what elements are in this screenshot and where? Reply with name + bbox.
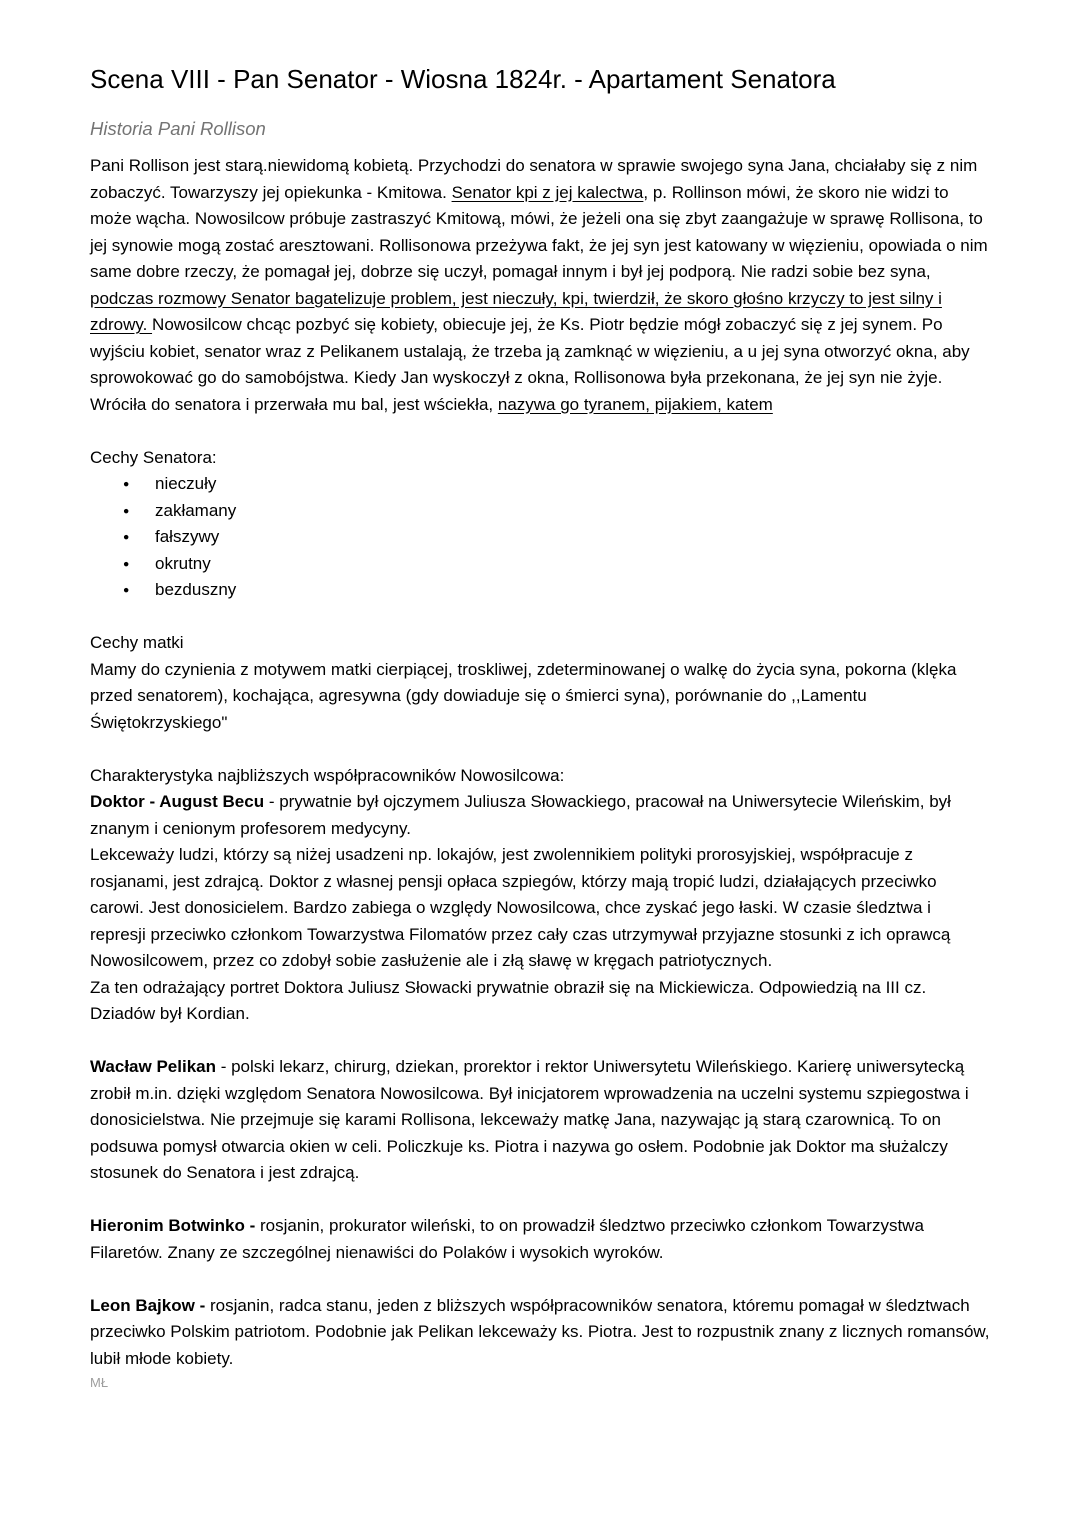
text-run: podczas rozmowy Senator bagatelizuje problem, jest nieczuły, kpi, twierdził, że skoro głośno krzyczy to jest silny i zdrowy.	[90, 288, 942, 334]
bullet-list	[90, 471, 990, 604]
paragraph	[90, 657, 990, 737]
text-run: Cechy Senatora:	[90, 447, 217, 467]
text-run: nazywa go tyranem, pijakiem, katem	[497, 394, 773, 414]
bullet-item: ● okrutny	[90, 551, 990, 578]
document-subtitle: Historia Pani Rollison	[90, 118, 266, 139]
document-title: Scena VIII - Pan Senator - Wiosna 1824r. - Apartament Senatora	[90, 64, 836, 94]
text-run: Charakterystyka najbliższych współpracowników Nowosilcowa:	[90, 765, 565, 785]
paragraph-spacer	[90, 1187, 990, 1214]
text-run: - prywatnie był ojczymem Juliusza Słowackiego, pracował na Uniwersytecie Wileńskim, był znanym i cenionym profesorem medycyny.	[90, 792, 951, 838]
text-run: Senator kpi z jej kalectwa	[451, 182, 644, 202]
bullet-item: ● nieczuły	[90, 471, 990, 498]
text-run: , p. Rollinson mówi, że skoro nie widzi to może wącha. Nowosilcow próbuje zastraszyć Kmitową, mówi, że jeżeli ona się zbyt zaangażuje w sprawę Rollisona, to jej synowie mogą zostać aresztowani. Rollisonowa przeżywa fakt, że jej syn jest katowany w więzieniu, opowiada o nim same dobre rzeczy, że pomagał jej, dobrze się uczył, pomagał innym i był jej podporą. Nie radzi sobie bez syna,	[90, 182, 988, 281]
text-run: - polski lekarz, chirurg, dziekan, prorektor i rektor Uniwersytetu Wileńskiego. Karierę uniwersytecką zrobił m.in. dzięki względom Senatora Nowosilcowa. Był inicjatorem wprowadzenia na uczelni systemu szpiegostwa i donosicielstwa. Nie przejmuje się karami Rollisona, lekceważy matkę Jana, nazywając ją starą czarownicą. To on podsuwa pomysł otwarcia okien w celi. Policzkuje ks. Piotra i nazywa go osłem. Podobnie jak Doktor ma służalczy stosunek do Senatora i jest zdrajcą.	[90, 1057, 969, 1182]
document-body	[90, 153, 990, 1372]
paragraph-spacer	[90, 1266, 990, 1293]
paragraph	[90, 1293, 990, 1373]
text-run: Nowosilcow chcąc pozbyć się kobiety, obiecuje jej, że Ks. Piotr będzie mógł zobaczyć się z jej synem. Po wyjściu kobiet, senator wraz z Pelikanem ustalają, że trzeba ją zamknąć w więzieniu, a u jej syna otworzyć okna, aby sprowokować go do samobójstwa. Kiedy Jan wyskoczył z okna, Rollisonowa była przekonana, że jej syn nie żyje. Wróciła do senatora i przerwała mu bal, jest wściekła,	[90, 315, 970, 414]
paragraph-spacer	[90, 418, 990, 445]
paragraph	[90, 1213, 990, 1266]
text-run: rosjanin, prokurator wileński, to on prowadził śledztwo przeciwko członkom Towarzystwa Filaretów. Znany ze szczególnej nienawiści do Polaków i wysokich wyroków.	[90, 1216, 924, 1262]
footer-initials: MŁ	[90, 1375, 109, 1390]
bullet-item: ● bezduszny	[90, 577, 990, 604]
paragraph	[90, 789, 990, 842]
paragraph-spacer	[90, 1028, 990, 1055]
text-run: Cechy matki	[90, 633, 184, 652]
text-run: Wacław Pelikan	[90, 1057, 216, 1076]
paragraph-spacer	[90, 604, 990, 631]
text-run: Lekceważy ludzi, którzy są niżej usadzeni np. lokajów, jest zwolennikiem polityki prorosyjskiej, współpracuje z rosjanami, jest zdrajcą. Doktor z własnej pensji opłaca szpiegów, którzy mają tropić ludzi, działających przeciwko carowi. Jest donosicielem. Bardzo zabiega o względy Nowosilcowa, chce zyskać jego łaski. W czasie śledztwa i represji przeciwko członkom Towarzystwa Filomatów przez cały czas utrzymywał przyjazne stosunki z ich oprawcą Nowosilcowem, przez co zdobył sobie zasłużenie ale i złą sławę w kręgach patriotycznych.	[90, 845, 951, 970]
paragraph	[90, 842, 990, 975]
paragraph	[90, 1054, 990, 1187]
paragraph	[90, 975, 990, 1028]
bullet-item: ● fałszywy	[90, 524, 990, 551]
paragraph-spacer	[90, 736, 990, 763]
paragraph	[90, 153, 990, 418]
paragraph	[90, 630, 990, 657]
text-run: Za ten odrażający portret Doktora Juliusz Słowacki prywatnie obraził się na Mickiewicza. Odpowiedzią na III cz. Dziadów był Kordian.	[90, 977, 927, 1023]
text-run: Doktor - August Becu	[90, 792, 265, 811]
bullet-item: ● zakłamany	[90, 498, 990, 525]
text-run: Leon Bajkow -	[90, 1295, 206, 1315]
text-run: rosjanin, radca stanu, jeden z bliższych współpracowników senatora, któremu pomagał w śledztwach przeciwko Polskim patriotom. Podobnie jak Pelikan lekceważy ks. Piotra. Jest to rozpustnik znany z licznych romansów, lubił młode kobiety.	[90, 1295, 990, 1368]
paragraph	[90, 445, 990, 472]
paragraph	[90, 763, 990, 790]
text-run: Mamy do czynienia z motywem matki cierpiącej, troskliwej, zdeterminowanej o walkę do życia syna, pokorna (klęka przed senatorem), kochająca, agresywna (gdy dowiaduje się o śmierci syna), porównanie do ,,Lamentu Świętokrzyskiego"	[90, 659, 957, 732]
text-run: Pani Rollison jest starą.niewidomą kobietą. Przychodzi do senatora w sprawie swojego syna Jana, chciałaby się z nim zobaczyć. Towarzyszy jej opiekunka - Kmitowa.	[90, 156, 978, 202]
text-run: Hieronim Botwinko -	[90, 1216, 256, 1235]
